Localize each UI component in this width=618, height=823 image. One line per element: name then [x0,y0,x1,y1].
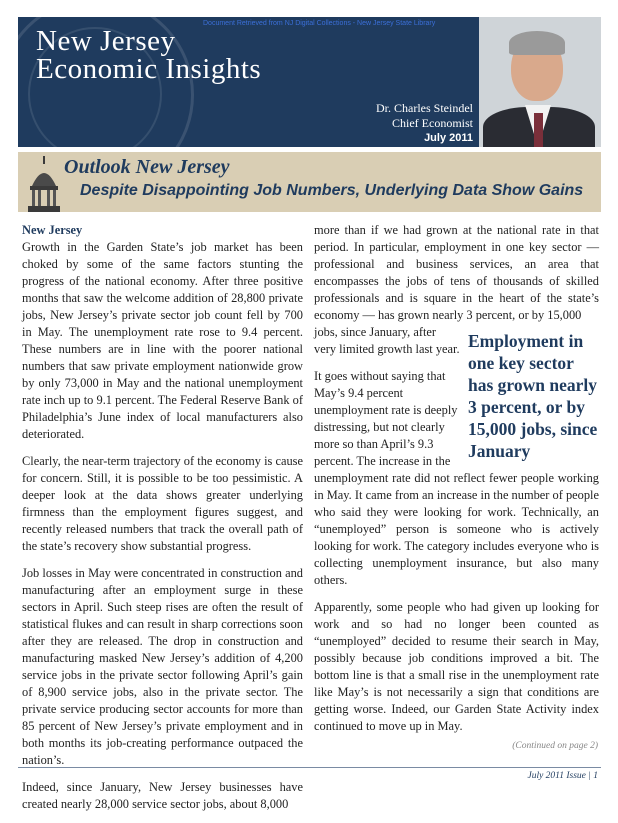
paragraph: Apparently, some people who had given up looking for work and so had no longer been counted as “unemployed” decided to resume their search in May, possibly because job conditions improved a bit. The bottom line is that a small rise in the unemployment rate like May’s is not necessarily a sign that conditions are getting worse. Indeed, our Garden State Activity index continued to move up in May. [314,600,599,733]
footer-divider [18,767,601,768]
right-column [314,222,599,745]
paragraph-text: Growth in the Garden State’s job market has been choked by some of the same factors stunting the progress of the national economy. After three positive months that saw the welcome addition of 28,800 private jobs, New Jersey’s private sector job count fell by 700 in May. The unemployment rate rose to 9.4 percent. These numbers are in line with the poorer national numbers that saw private employment nationwide grow by only 73,000 in May and the national unemployment rate inch up to 9.1 percent. The Federal Reserve Bank of Philadelphia’s June index of local manufacturers also deteriorated. [22,240,303,441]
paragraph: Clearly, the near-term trajectory of the economy is cause for concern. Still, it is possible to be too pessimistic. A deeper look at the data shows greater underlying firmness than the employment figures suggest, and recently released numbers that track the overall path of the state’s recovery show substantial progress. [22,454,303,553]
masthead-banner [18,17,601,147]
paragraph [314,222,599,324]
author-title: Chief Economist [392,116,473,130]
publication-title [36,27,261,83]
paragraph: jobs, since January, after very limited growth last year. [314,325,460,356]
archive-link[interactable]: Document Retrieved from NJ Digital Collections - New Jersey State Library [203,20,436,27]
title-line-1: New Jersey [36,25,176,57]
byline [376,101,473,146]
continued-note: (Continued on page 2) [512,741,598,751]
paragraph: Job losses in May were concentrated in construction and manufacturing after an employment surge in these sectors in April. Such steep rises are often the result of statistical flukes and can result in sharp corrections soon after they are released. The drop in construction and manufacturing masked New Jersey’s addition of 4,200 service jobs in the private sector following April’s gain of 8,900 service jobs, also in the private sector. The private service producing sector accounts for more than 85 percent of New Jersey’s private employment and in both months its job-creating performance outpaced the nation’s. [22,566,303,767]
section-heading: New Jersey [22,223,83,237]
author-photo [479,17,601,147]
article-headline: Despite Disappointing Job Numbers, Underlying Data Show Gains [80,182,584,199]
section-title: Outlook New Jersey [64,156,230,178]
author-name: Dr. Charles Steindel [376,101,473,115]
paragraph-text: more than if we had grown at the national rate in that period. In particular, employment in one key sector — professional and business services, an area that encompasses the jobs of tens of thousands of skilled professionals and is square in the heart of the state’s economy — has grown nearly 3 percent, or by 15,000 [314,223,599,322]
paragraph: Indeed, since January, New Jersey businesses have created nearly 28,000 service sector jobs, about 8,000 [22,780,303,811]
left-column [22,222,303,823]
paragraph [22,222,303,443]
issue-date: July 2011 [424,132,473,144]
capitol-dome-icon [24,156,64,212]
outlook-header [18,152,601,212]
paragraph: unemployment rate did not reflect fewer people working in May. It came from an increase in the number of people who said they were looking for work. Technically, an “unemployed” person is someone who is actively looking for work. The category includes everyone who is collecting unemployment insurance, but also many others. [314,471,599,587]
title-line-2: Economic Insights [36,53,262,85]
footer-issue: July 2011 Issue | 1 [527,771,598,781]
paragraph: It goes without saying that May’s 9.4 percent unemployment rate is deeply distressing, but not clearly more so than April’s 9.3 percent. The increase in the [314,369,458,468]
pull-quote: Employment in one key sector has grown nearly 3 percent, or by 15,000 jobs, since January [468,331,598,461]
